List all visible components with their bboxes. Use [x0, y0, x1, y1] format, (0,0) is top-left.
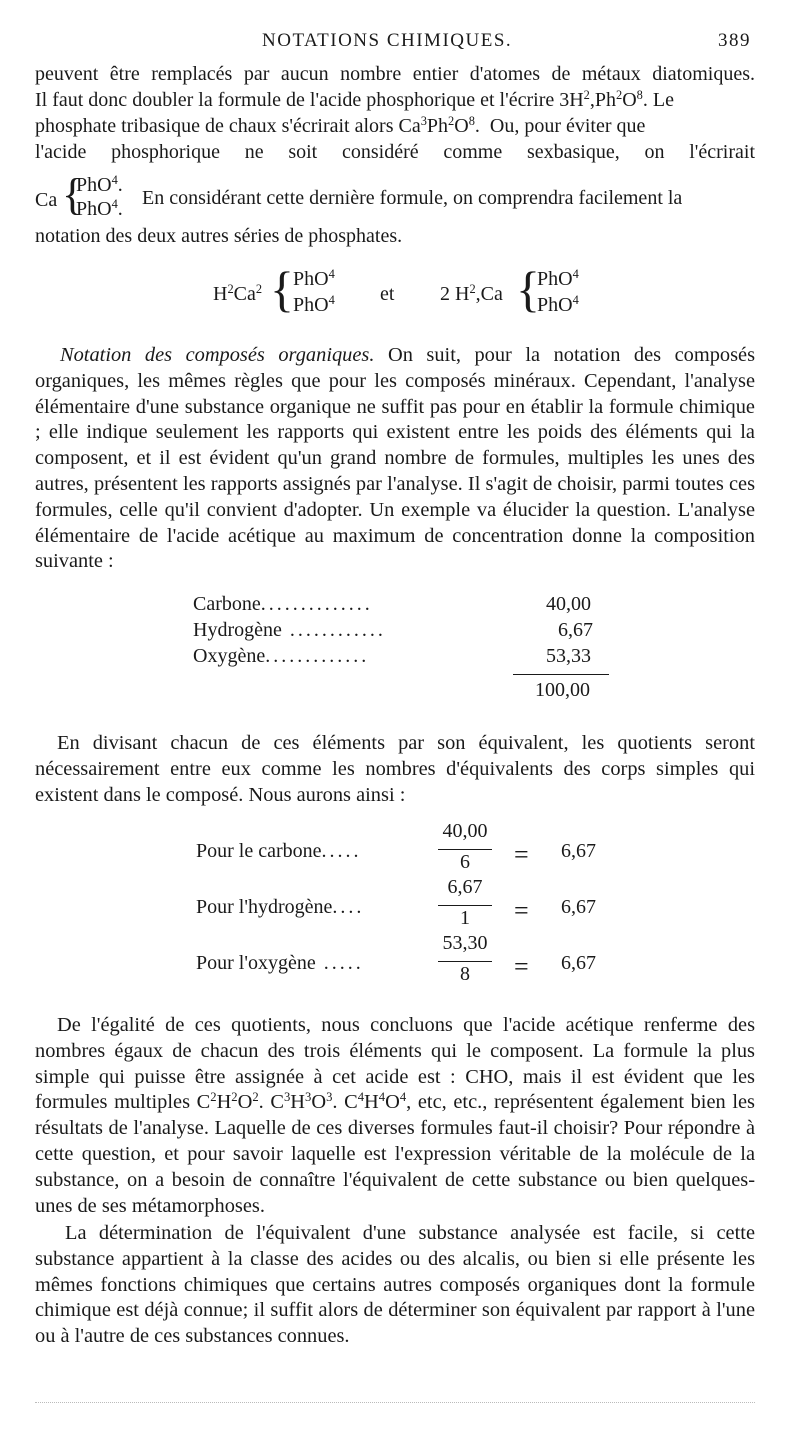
p1-line-1: peuvent être remplacés par aucun nombre entier d'atomes de métaux diatomiques.: [35, 63, 755, 85]
page-number: 389: [718, 30, 751, 51]
paragraph-acetic-text-b: etc, etc., représentent également bien les résultats de l'analyse. Laquelle de ces diverses formules faut-il choisir? Pour répondre à cette question, et pour savoir laquelle est l'expression véritable de la molécule de la substance, on a besoin de connaître l'équivalent de cette substance ou bien quelques-unes de ses métamorphoses.: [35, 1091, 755, 1217]
paragraph-dividing: En divisant chacun de ces éléments par son équivalent, les quotients seront nécessairement entre eux comme les nombres d'équivalents des corps simples qui existent dans le composé. Nous aurons ainsi :: [35, 732, 755, 806]
composition-value: 6,67: [558, 619, 593, 641]
brace-ca: {: [62, 170, 84, 219]
formula-right-prefix: 2 $H^2,Ca$: [440, 282, 503, 305]
fraction-bar: [438, 905, 492, 906]
fraction-bar: [438, 849, 492, 850]
quotient-label: Pour l'oxygène .....: [196, 952, 364, 974]
quotient-numerator: 53,30: [442, 932, 488, 954]
formula-et: et: [380, 283, 395, 305]
composition-row: Oxygène.............: [193, 645, 370, 667]
paragraph-organic-compounds: [35, 343, 755, 575]
quotient-denominator: 6: [460, 851, 470, 873]
footer-rule: [35, 1402, 755, 1403]
fraction-bar: [438, 961, 492, 962]
composition-row: Carbone..............: [193, 593, 373, 615]
p1-line-3: phosphate tribasique de chaux s'écrirait alors $Ca^3Ph^2O^8$. Ou, pour éviter que: [35, 114, 646, 137]
quotient-result: 6,67: [561, 896, 596, 918]
quotient-label: Pour le carbone.....: [196, 840, 362, 862]
paragraph-organic-text: On suit, pour la notation des composés organiques, les mêmes règles que pour les composés minéraux. Cependant, l'analyse élémentaire d'une substance organique ne suffit pas pour en établir la formule chimique ; elle indique seulement les rapports qui existent entre les poids des éléments qui la composent, et il est évident qu'un grand nombre de formules, multiples les unes des autres, présentent les rapports assignés par l'analyse. Il s'agit de choisir, parmi toutes ces formules, celle qu'il convient d'adopter. Un exemple va élucider la question. L'analyse élémentaire de l'acide acétique au maximum de concentration donne la composition suivante :: [35, 344, 756, 573]
paragraph-acetic-conclusion: De l'égalité de ces quotients, nous concluons que l'acide acétique renferme des nombres égaux de chacun des trois éléments qui le composent. La formule la plus simple qui puisse être assignée à cet acide est : CHO, mais il est évident que les formules multiples $C^2H^2O^2$. $C^3H^3O^3$. $C^4H^4O^4$, etc, etc., représentent également bien les résultats de l'analyse. Laquelle de ces diverses formules faut-il choisir? Pour répondre à cette question, et pour savoir laquelle est l'expression véritable de la molécule de la substance, on a besoin de connaître l'équivalent de cette substance ou bien quelques-unes de ses métamorphoses.: [35, 1014, 755, 1217]
running-header-title: NOTATIONS CHIMIQUES.: [262, 30, 513, 51]
equals-sign: =: [514, 840, 529, 869]
composition-value: 53,33: [546, 645, 591, 667]
section-heading-italic: Notation des composés organiques.: [60, 344, 375, 366]
composition-value: 40,00: [546, 593, 591, 615]
equals-sign: =: [514, 952, 529, 981]
quotient-denominator: 1: [460, 907, 470, 929]
formula-left-bottom: PhO$^4$: [293, 293, 335, 316]
quotient-numerator: 40,00: [442, 820, 488, 842]
p1-line-2-text: Il faut donc doubler la formule de l'acide phosphorique et l'écrire 3H: [35, 89, 584, 111]
quotient-result: 6,67: [561, 952, 596, 974]
p1-line-3-text: phosphate tribasique de chaux s'écrirait alors Ca: [35, 115, 421, 137]
formula-right-bottom: PhO$^4$: [537, 293, 579, 316]
quotient-numerator: 6,67: [447, 876, 483, 898]
paragraph-equivalent: La détermination de l'équivalent d'une substance analysée est facile, si cette substance appartient à la classe des acides ou des alcalis, ou bien si elle présente les mêmes fonctions chimiques que certains autres composés organiques dont la formule chimique est déjà connue; il suffit alors de déterminer son équivalent par rapport à l'une ou à l'autre de ces substances connues.: [35, 1222, 755, 1348]
p1-line-2: Il faut donc doubler la formule de l'acide phosphorique et l'écrire $3H^2,Ph^2O^8$. Le: [35, 88, 674, 111]
p1-line-6: notation des deux autres séries de phosphates.: [35, 225, 403, 247]
ca-pho-bottom: PhO$^4$.: [76, 197, 123, 220]
quotient-label: Pour l'hydrogène....: [196, 896, 365, 918]
formula-left-top: PhO$^4$: [293, 267, 335, 290]
brace-right: {: [516, 261, 540, 317]
formula-right-top: PhO$^4$: [537, 267, 579, 290]
ca-pho-top: PhO$^4$.: [76, 173, 123, 196]
composition-row: Hydrogène ............: [193, 619, 386, 641]
brace-left: {: [270, 261, 294, 317]
sum-rule: [513, 674, 609, 675]
composition-total: 100,00: [535, 679, 590, 701]
paragraph-acetic-text-a: De l'égalité de ces quotients, nous concluons que l'acide acétique renferme des nombres égaux de chacun des trois éléments qui le composent. La formule la plus simple qui puisse être assignée à cet acide est : CHO, mais il est évident que les formules multiples C: [35, 1014, 755, 1114]
equals-sign: =: [514, 896, 529, 925]
ca-symbol: Ca: [35, 189, 58, 211]
p1-line-5: En considérant cette dernière formule, on comprendra facilement la: [142, 187, 683, 209]
quotient-result: 6,67: [561, 840, 596, 862]
p1-line-2-end: Le: [652, 89, 674, 111]
p1-line-4: l'acide phosphorique ne soit considéré comme sexbasique, on l'écrirait: [35, 141, 755, 163]
formula-left-prefix: $H^2Ca^2$: [213, 282, 263, 305]
quotient-denominator: 8: [460, 963, 470, 985]
p1-line-3-end: Ou, pour éviter que: [489, 115, 646, 137]
